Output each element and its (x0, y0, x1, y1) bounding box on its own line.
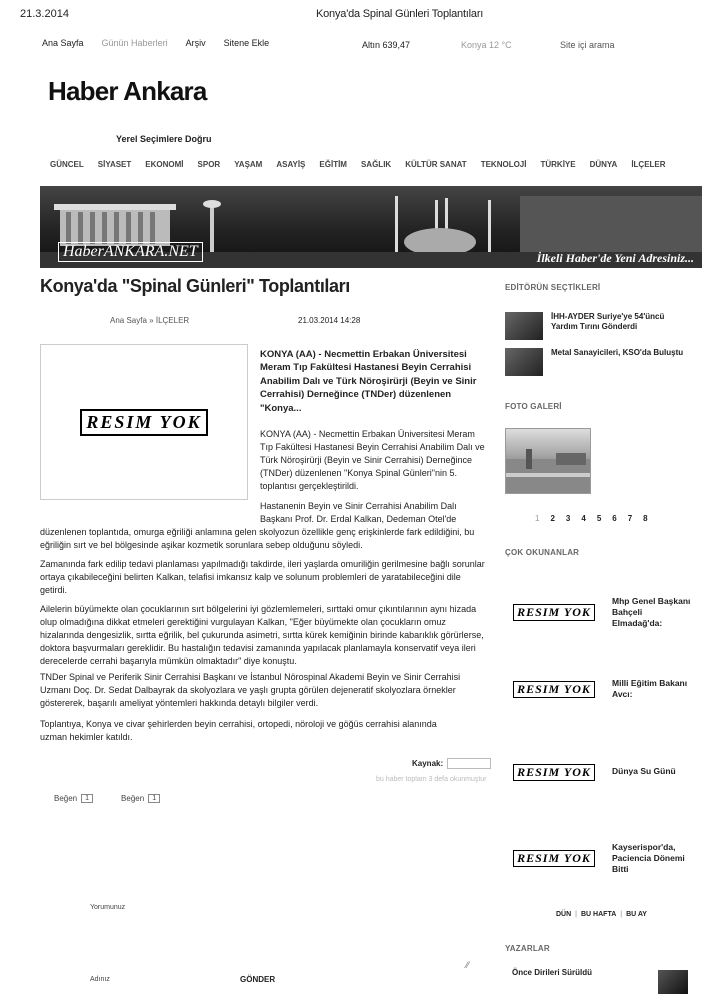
article-title: Konya'da "Spinal Günleri" Toplantıları (40, 276, 350, 296)
like-count: 1 (148, 794, 160, 803)
photo-gallery-image[interactable] (505, 428, 591, 494)
category-nav (50, 160, 666, 169)
most-read-title[interactable]: Milli Eğitim Bakanı Avcı: (612, 678, 688, 700)
cat-asayis[interactable]: ASAYİŞ (276, 160, 306, 169)
source-value (447, 758, 491, 769)
cat-yasam[interactable]: YAŞAM (234, 160, 263, 169)
cat-saglik[interactable]: SAĞLIK (360, 160, 392, 169)
editors-pick-title[interactable]: İHH-AYDER Suriye'ye 54'üncü Yardım Tırını Gönderdi (551, 312, 665, 332)
tab-separator: | (620, 911, 623, 918)
most-read-heading: ÇOK OKUNANLAR (505, 548, 580, 557)
most-read-item[interactable] (510, 678, 692, 700)
photo-gallery-heading: FOTO GALERİ (505, 402, 562, 411)
print-page-title: Konya'da Spinal Günleri Toplantıları (316, 8, 484, 20)
nav-home-link[interactable]: Ana Sayfa (42, 38, 84, 48)
gallery-page-link[interactable]: 7 (627, 514, 633, 523)
article-image (40, 344, 248, 500)
editors-picks-heading: EDİTÖRÜN SEÇTİKLERİ (505, 283, 601, 292)
cat-siyaset[interactable]: SİYASET (97, 160, 132, 169)
cat-ekonomi[interactable]: EKONOMİ (145, 160, 184, 169)
image-placeholder-label: RESIM YOK (513, 764, 595, 781)
article-paragraph: TNDer Spinal ve Periferik Sinir Cerrahisi Başkanı ve İstanbul Nörospinal Akademi Beyin ve Sinir Cerrahisi Uzmanı Doç. Dr. Sedat Dalbayrak da skolyozlara ve yaşlı grupta görülen dejeneratif skolyozlara örnekler göstererek, başarılı ameliyat yöntemleri hakkında detaylı bilgiler verdi. (40, 672, 461, 709)
gallery-page-link[interactable]: 5 (596, 514, 602, 523)
most-read-item[interactable] (510, 596, 692, 629)
source-label: Kaynak: (412, 759, 444, 768)
tab-this-month[interactable]: BU AY (626, 911, 647, 918)
article-lead: KONYA (AA) - Necmettin Erbakan Üniversitesi Meram Tıp Fakültesi Hastanesi Beyin Cerrahisi Anabilim Dalı ve Türk Nöroşirürji (Beyin ve Sinir Cerrahisi) Derneğince (TNDer) düzenlenen "Konya... (260, 349, 477, 414)
breadcrumb-separator: » (149, 316, 154, 325)
read-count-note: bu haber toplam 3 defa okunmuştur (376, 776, 487, 783)
breadcrumb-home[interactable]: Ana Sayfa (110, 316, 147, 325)
article-paragraph: Hastanenin Beyin ve Sinir Cerrahisi Anabilim Dalı Başkanı Prof. Dr. Erdal Kalkan, Dedeman Otel'de (260, 501, 457, 525)
print-date: 21.3.2014 (20, 8, 69, 20)
site-logo[interactable]: Haber Ankara (48, 76, 207, 106)
name-field-label: Adınız (90, 976, 110, 983)
article-paragraph: KONYA (AA) - Necmettin Erbakan Üniversitesi Meram Tıp Fakültesi Hastanesi Beyin Cerrahisi Anabilim Dalı ve Türk Nöroşirürji (Beyin ve Sinir Cerrahisi) Derneğince (TNDer) düzenlenen "Konya Spinal Günleri"nin 5. toplantısı gerçekleştirildi. (260, 429, 485, 492)
search-input[interactable]: Site içi arama (560, 40, 615, 50)
most-read-title[interactable]: Mhp Genel Başkanı Bahçeli Elmadağ'da: (612, 596, 691, 629)
nav-add-to-site-link[interactable]: Sitene Ekle (223, 38, 270, 48)
gold-price: Altın 639,47 (362, 40, 411, 50)
like-button[interactable] (121, 794, 160, 803)
submit-comment-button[interactable]: GÖNDER (240, 975, 276, 984)
image-placeholder-label: RESIM YOK (80, 409, 207, 436)
cat-guncel[interactable]: GÜNCEL (50, 160, 84, 169)
gallery-page-link[interactable]: 3 (565, 514, 571, 523)
top-nav (42, 38, 269, 48)
most-read-thumbnail (510, 849, 598, 869)
editors-pick-title[interactable]: Metal Sanayicileri, KSO'da Buluştu (551, 348, 684, 357)
tab-this-week[interactable]: BU HAFTA (581, 911, 617, 918)
most-read-thumbnail (510, 762, 598, 782)
gallery-page-link[interactable]: 2 (550, 514, 555, 523)
article-paragraph: düzenlenen toplantıda, omurga eğriliği anlamına gelen skolyozun özellikle genç erişkinlerde fark edildiğini, bu eğriliğin sırt ve bel bölgesinde aşikar kozmetik sorunlara sebep olduğunu söyledi. (40, 527, 475, 551)
editors-pick-item[interactable] (505, 348, 691, 376)
most-read-item[interactable] (510, 762, 692, 782)
gallery-page-link[interactable]: 8 (643, 514, 648, 523)
nav-todays-news-link[interactable]: Günün Haberleri (101, 38, 168, 48)
nav-archive-link[interactable]: Arşiv (185, 38, 206, 48)
most-read-thumbnail (510, 603, 598, 623)
news-thumbnail (505, 312, 543, 340)
tab-separator: | (575, 911, 577, 918)
article-paragraph: Zamanında fark edilip tedavi planlaması yapılmadığı takdirde, ileri yaşlarda omuriliğin gerilmesine bağlı sorunlar ortaya çıkabileceğini belirten Kalkan, telafisi imkansız kalp ve solunum problemleri de yaratabileceğini dile getirdi. (40, 559, 485, 596)
gallery-photo (506, 429, 591, 494)
article-paragraph: Ailelerin büyümekte olan çocuklarının sırt bölgelerini iyi gözlemlemeleri, sırttaki omur çıkıntılarının aynı hizada olup olmadığına dikkat etmeleri gerektiğini vurgulayan Kalkan, "Eğer büyümekte olan çocukların omuz hizalarında dengesizlik, sırtta eğrilik, bel çukurunda asimetri, sırtta kürek kemiğinin birinde kabarıklık görürlerse, doktora başvurmaları gereklidir. Bu hastalığın tedavisi zamanında yapılacak planlamayla konservatif veya ileri derecelerde cerrahi başarıyla mümkün olmaktadır" diye konuştu. (40, 604, 484, 667)
gallery-pagination (535, 514, 648, 523)
weather-widget: Konya 12 °C (461, 40, 512, 50)
like-button[interactable] (54, 794, 93, 803)
cat-dunya[interactable]: DÜNYA (589, 160, 618, 169)
image-placeholder-label: RESIM YOK (513, 681, 595, 698)
most-read-thumbnail (510, 679, 598, 699)
like-label: Beğen (121, 794, 145, 803)
breadcrumb-category[interactable]: İLÇELER (155, 316, 190, 325)
most-read-title[interactable]: Kayserispor'da, Paciencia Dönemi Bitti (612, 842, 685, 875)
gallery-page-link[interactable]: 4 (581, 514, 586, 523)
banner-slogan: İlkeli Haber'de Yeni Adresiniz... (536, 251, 694, 265)
banner-logo: HaberANKARA.NET (58, 242, 203, 262)
tab-yesterday[interactable]: DÜN (556, 911, 572, 918)
most-read-tabs (556, 911, 647, 918)
article-source (412, 758, 491, 769)
writer-article-title[interactable]: Önce Dirileri Sürüldü (512, 968, 593, 977)
like-count: 1 (81, 794, 93, 803)
like-buttons (54, 794, 160, 803)
news-thumbnail (505, 348, 543, 376)
comment-field-label: Yorumunuz (90, 904, 126, 911)
like-label: Beğen (54, 794, 78, 803)
image-placeholder-label: RESIM YOK (513, 850, 595, 867)
cat-kultur-sanat[interactable]: KÜLTÜR SANAT (405, 160, 467, 169)
cat-ilceler[interactable]: İLÇELER (631, 160, 666, 169)
gallery-page-link[interactable]: 1 (535, 514, 540, 523)
site-tagline: Yerel Seçimlere Doğru (116, 134, 212, 144)
cat-egitim[interactable]: EĞİTİM (319, 160, 347, 169)
header-banner (40, 186, 702, 268)
writer-avatar[interactable] (658, 970, 688, 994)
breadcrumb (110, 316, 189, 325)
writers-heading: YAZARLAR (505, 944, 550, 953)
cat-turkiye[interactable]: TÜRKİYE (540, 160, 576, 169)
image-placeholder-label: RESIM YOK (513, 604, 595, 621)
gallery-page-link[interactable]: 6 (612, 514, 617, 523)
most-read-item[interactable] (510, 842, 692, 875)
cat-teknoloji[interactable]: TEKNOLOJİ (480, 160, 527, 169)
most-read-title[interactable]: Dünya Su Günü (612, 766, 676, 777)
article-date: 21.03.2014 14:28 (298, 316, 361, 325)
editors-pick-item[interactable] (505, 312, 691, 340)
cat-spor[interactable]: SPOR (197, 160, 221, 169)
article-paragraph: Toplantıya, Konya ve civar şehirlerden beyin cerrahisi, ortopedi, nöroloji ve göğüs cerrahisi alanında uzman hekimler katıldı. (40, 719, 437, 743)
resize-handle-icon[interactable]: ⁄⁄ (466, 960, 470, 970)
